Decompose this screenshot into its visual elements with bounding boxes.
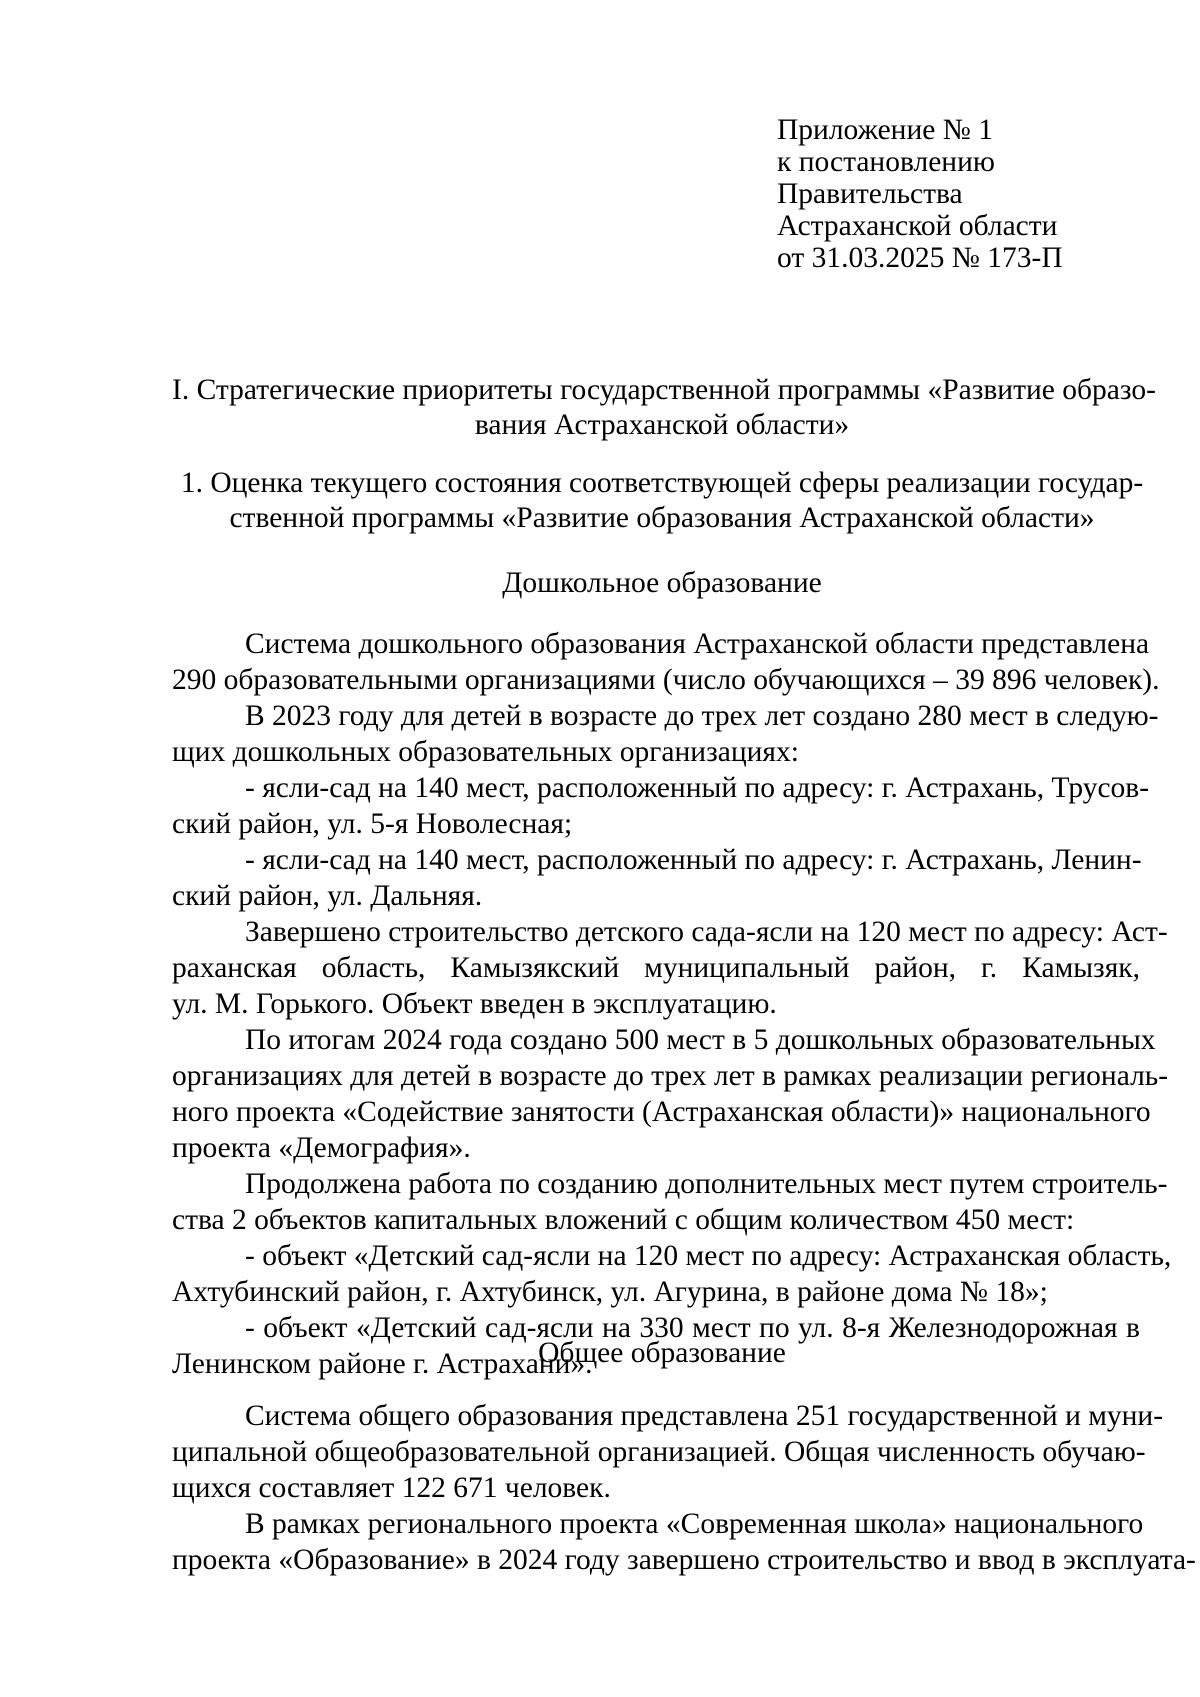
text-line: В рамках регионального проекта «Современная школа» национального — [245, 1508, 1144, 1540]
text-line: - ясли-сад на 140 мест, расположенный по адресу: г. Астрахань, Ленин- — [245, 844, 1142, 876]
text-line: Ахтубинский район, г. Ахтубинск, ул. Агурина, в районе дома № 18»; — [172, 1276, 1048, 1308]
text-line: ципальной общеобразовательной организацией. Общая численность обучаю- — [172, 1436, 1146, 1468]
preschool-body — [172, 626, 1172, 1382]
text-line: - объект «Детский сад-ясли на 330 мест по ул. 8-я Железнодорожная в — [245, 1312, 1140, 1344]
text-line: В 2023 году для детей в возрасте до трех лет создано 280 мест в следую- — [245, 700, 1159, 732]
section-title-text: Дошкольное образование — [502, 567, 822, 599]
section-title-preschool — [172, 566, 1152, 601]
text-line: ства 2 объектов капитальных вложений с общим количеством 450 мест: — [172, 1204, 1075, 1236]
text-line: По итогам 2024 года создано 500 мест в 5 дошкольных образовательных — [245, 1024, 1156, 1056]
text-line: ного проекта «Содействие занятости (Астраханская области)» национального — [172, 1096, 1151, 1128]
text-line: щихся составляет 122 671 человек. — [172, 1472, 611, 1504]
annex-line: Приложение № 1 — [777, 114, 993, 146]
heading-line: вания Астраханской области» — [474, 409, 850, 441]
sub-heading — [172, 466, 1152, 536]
text-line: Ленинском районе г. Астрахани». — [172, 1348, 593, 1380]
text-line: проекта «Образование» в 2024 году завершено строительство и ввод в эксплуата- — [172, 1544, 1196, 1576]
text-line: ул. М. Горького. Объект введен в эксплуатацию. — [172, 988, 777, 1020]
heading-line: ственной программы «Развитие образования Астраханской области» — [229, 502, 1095, 534]
heading-line: I. Стратегические приоритеты государственной программы «Развитие образо- — [172, 374, 1156, 406]
annex-block — [777, 114, 1063, 274]
text-line: Система дошкольного образования Астраханской области представлена — [245, 628, 1150, 660]
text-line: раханская область, Камызякский муниципальный район, г. Камызяк, — [172, 952, 1140, 984]
text-line: организациях для детей в возрасте до трех лет в рамках реализации региональ- — [172, 1060, 1169, 1092]
annex-line: к постановлению — [777, 146, 995, 178]
annex-line: Астраханской области — [777, 210, 1058, 242]
section-title-text: Общее образование — [538, 1337, 786, 1369]
text-line: ский район, ул. 5-я Новолесная; — [172, 808, 573, 840]
annex-line: от 31.03.2025 № 173-П — [777, 242, 1063, 274]
text-line: проекта «Демография». — [172, 1132, 471, 1164]
text-line: Завершено строительство детского сада-ясли на 120 мест по адресу: Аст- — [245, 916, 1168, 948]
annex-line: Правительства — [777, 178, 963, 210]
text-line: - объект «Детский сад-ясли на 120 мест по адресу: Астраханская область, — [245, 1240, 1172, 1272]
text-line: ский район, ул. Дальняя. — [172, 880, 483, 912]
text-line: щих дошкольных образовательных организациях: — [172, 736, 799, 768]
text-line: 290 образовательными организациями (число обучающихся – 39 896 человек). — [172, 664, 1160, 696]
heading-line: 1. Оценка текущего состояния соответствующей сферы реализации государ- — [180, 467, 1144, 499]
section-title-general — [172, 1336, 1152, 1371]
general-body — [172, 1398, 1196, 1578]
text-line: Система общего образования представлена 251 государственной и муни- — [245, 1400, 1164, 1432]
text-line: Продолжена работа по созданию дополнительных мест путем строитель- — [245, 1168, 1168, 1200]
main-heading — [172, 373, 1156, 443]
text-line: - ясли-сад на 140 мест, расположенный по адресу: г. Астрахань, Трусов- — [245, 772, 1150, 804]
